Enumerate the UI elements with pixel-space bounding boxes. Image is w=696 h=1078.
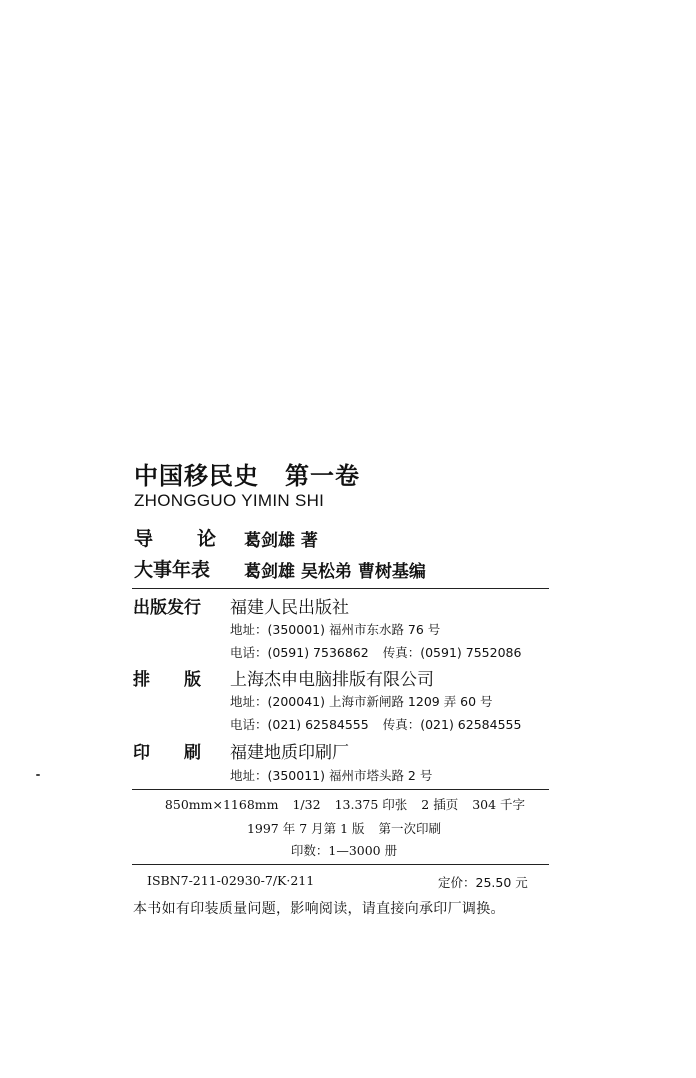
chronology-author-line: [134, 555, 426, 582]
typesetter-phone: 电话：(021) 62584555: [230, 717, 369, 732]
edition: 1997 年 7 月第 1 版: [246, 821, 365, 836]
typesetter-fax: 传真：(021) 62584555: [382, 717, 522, 732]
scan-speck: [36, 774, 40, 776]
price: 定价：25.50 元: [438, 875, 528, 890]
print-run: 印数：1—3000 册: [290, 843, 398, 858]
spec-sheets: 13.375 印张: [334, 797, 408, 812]
top-divider: [132, 588, 549, 589]
typesetter-address: 地址：(200041) 上海市新闸路 1209 弄 60 号: [230, 694, 493, 709]
printing: 第一次印刷: [378, 821, 442, 836]
intro-label: 导 论: [134, 528, 217, 550]
chronology-label: 大事年表: [134, 559, 211, 581]
publisher-name: 福建人民出版社: [230, 598, 349, 618]
isbn: ISBN7-211-02930-7/K·211: [147, 873, 315, 888]
printer-address: 地址：(350011) 福州市塔头路 2 号: [230, 768, 433, 783]
publisher-address: 地址：(350001) 福州市东水路 76 号: [230, 622, 441, 637]
publisher-label: 出版发行: [133, 598, 201, 618]
specs-top-divider: [132, 789, 549, 790]
publisher-phone: 电话：(0591) 7536862: [230, 645, 369, 660]
chronology-authors: 葛剑雄 吴松弟 曹树基编: [244, 562, 426, 582]
bottom-divider: [132, 864, 549, 865]
publisher-fax: 传真：(0591) 7552086: [382, 645, 522, 660]
intro-author: 葛剑雄 著: [244, 531, 318, 551]
intro-author-line: [134, 524, 318, 551]
printer-name: 福建地质印刷厂: [230, 743, 349, 763]
publisher-contact: [230, 643, 521, 661]
spec-format: 850mm×1168mm: [164, 797, 279, 812]
book-title: [134, 456, 360, 491]
format-specs: [0, 795, 693, 813]
book-title-main: 中国移民史: [134, 462, 259, 490]
book-title-pinyin: ZHONGGUO YIMIN SHI: [134, 491, 325, 510]
edition-info: [0, 819, 692, 837]
spec-plates: 2 插页: [421, 797, 459, 812]
book-volume: 第一卷: [285, 462, 360, 490]
typesetter-name: 上海杰申电脑排版有限公司: [230, 670, 434, 690]
typesetter-label: 排 版: [133, 670, 201, 690]
spec-folio: 1/32: [292, 797, 321, 812]
printer-label: 印 刷: [133, 743, 201, 763]
spec-words: 304 千字: [472, 797, 526, 812]
typesetter-contact: [230, 715, 521, 733]
quality-notice: 本书如有印装质量问题，影响阅读，请直接向承印厂调换。: [133, 901, 505, 917]
